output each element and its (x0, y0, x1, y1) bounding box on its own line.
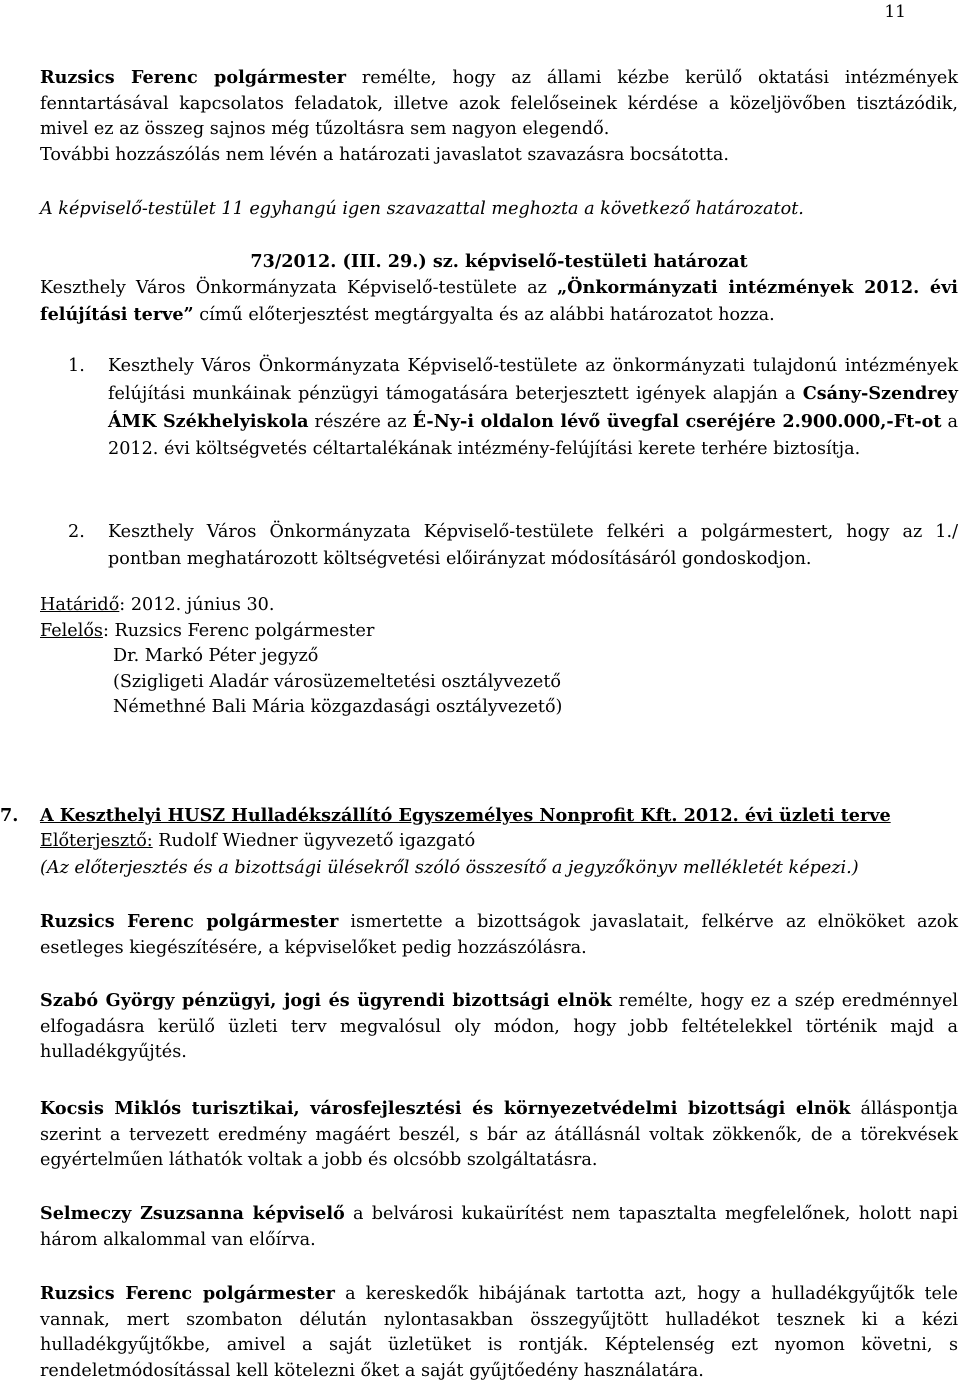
speaker-name: Szabó György pénzügyi, jogi és ügyrendi bizottsági elnök (40, 990, 612, 1011)
responsible-value: : Ruzsics Ferenc polgármester (102, 620, 375, 641)
item2-text: Keszthely Város Önkormányzata Képviselő-testülete felkéri a polgármestert, hogy az 1./ pontban meghatározott költségvetési előirányzat módosításáról gondoskodjon. (108, 522, 958, 569)
item-number: 1. (68, 356, 85, 376)
page-number: 11 (884, 2, 906, 22)
resolution-item-2 (40, 519, 958, 573)
resolution-item-1 (40, 353, 958, 463)
paragraph-text: a belvárosi kukaürítést nem tapasztalta megfelelőnek, holott napi három alkalommal van előírva. (40, 1204, 958, 1250)
paragraph-text: remélte, hogy ez a szép eredménnyel elfogadásra kerülő üzleti terv megvalósul oly módon, hogy jobb feltételekkel történik majd a hulladékgyűjtés. (40, 991, 958, 1062)
attachment-note: (Az előterjesztés és a bizottsági ülésekről szóló összesítő a jegyzőkönyv mellékletét képezi.) (40, 858, 859, 878)
paragraph-mayor-merchants (40, 1281, 958, 1384)
paragraph-text: remélte, hogy az állami kézbe kerülő oktatási intézmények fenntartásával kapcsolatos feladatok, illetve azok felelőseinek kérdése a közeljövőben tisztázódik, mivel ez az összeg sajnos még tűzoltásra sem nagyon elegendő. (40, 68, 959, 139)
speaker-name: Ruzsics Ferenc polgármester (40, 67, 347, 88)
responsible-3: (Szigligeti Aladár városüzemeltetési osztályvezető (113, 671, 561, 692)
responsible-2: Dr. Markó Péter jegyző (113, 646, 319, 666)
responsibility-block (40, 593, 958, 721)
paragraph-mayor-intro (40, 909, 958, 961)
resolution-intro-text: Keszthely Város Önkormányzata Képviselő-testülete az (40, 278, 558, 298)
paragraph-vote-call: További hozzászólás nem lévén a határozati javaslatot szavazásra bocsátotta. (40, 145, 730, 165)
speaker-name: Ruzsics Ferenc polgármester (40, 1283, 335, 1304)
speaker-name: Kocsis Miklós turisztikai, városfejlesztési és környezetvédelmi bizottsági elnök (40, 1098, 851, 1119)
paragraph-selmeczy (40, 1201, 958, 1253)
resolution-intro (40, 275, 958, 328)
item1-amount: É-Ny-i oldalon lévő üvegfal cseréjére 2.900.000,-Ft-ot (412, 411, 942, 432)
presenter-value: Rudolf Wiedner ügyvezető igazgató (152, 831, 476, 851)
item1-text-e: a 2012. évi költségvetés céltartalékának intézmény-felújítási kerete terhére biztosítja. (108, 412, 958, 459)
paragraph-text: a kereskedők hibájának tartotta azt, hogy a hulladékgyűjtők tele vannak, mert szombaton délután nylontasakban összegyűjtött hulladékot tesznek ki a kézi hulladékgyűjtőkbe, amivel a saját üzletüket is rontják. Képtelenség ezt nyomon követni, s rendeletmódosítással kell kötelezni őket a saját gyűjtőedény használatára. (40, 1284, 959, 1381)
paragraph-text: álláspontja szerint a tervezett eredmény magáért beszél, s bár az átállásnál voltak zökkenők, de a törekvések egyértelműen láthatók voltak a jobb és olcsóbb szolgáltatásra. (40, 1099, 958, 1170)
deadline-label: Határidő (40, 595, 120, 615)
resolution-subject: „Önkormányzati intézmények 2012. évi felújítási terve” (40, 277, 958, 325)
resolution-number: 73/2012. (III. 29.) sz. képviselő-testületi határozat (250, 251, 748, 272)
speaker-name: Ruzsics Ferenc polgármester (40, 911, 339, 932)
paragraph-mayor-remark (40, 65, 958, 143)
presenter-line (40, 829, 958, 855)
item1-text-c: részére az (308, 412, 413, 432)
deadline-value: : 2012. június 30. (119, 595, 275, 615)
item1-school: Csány-Szendrey ÁMK Székhelyiskola (108, 383, 958, 432)
item-number: 2. (68, 522, 85, 542)
section-7-heading (0, 803, 958, 830)
section-title: A Keszthelyi HUSZ Hulladékszállító Egyszemélyes Nonprofit Kft. 2012. évi üzleti terve (40, 805, 891, 826)
responsible-4: Némethné Bali Mária közgazdasági osztályvezető) (113, 697, 563, 717)
item1-text-a: Keszthely Város Önkormányzata Képviselő-testülete az önkormányzati tulajdonú intézmények felújítási munkáinak pénzügyi támogatására beterjesztett igények alapján a (108, 356, 958, 404)
presenter-label: Előterjesztő: (40, 831, 153, 851)
section-number: 7. (0, 805, 19, 826)
paragraph-kocsis (40, 1096, 958, 1174)
vote-result: A képviselő-testület 11 egyhangú igen szavazattal meghozta a következő határozatot. (40, 199, 804, 219)
paragraph-szabo (40, 988, 958, 1066)
responsible-label: Felelős (40, 620, 103, 641)
paragraph-text: ismertette a bizottságok javaslatait, felkérve az elnököket azok esetleges kiegészítésére, a képviselőket pedig hozzászólásra. (40, 912, 958, 958)
speaker-name: Selmeczy Zsuzsanna képviselő (40, 1203, 345, 1224)
resolution-intro-end: című előterjesztést megtárgyalta és az alábbi határozatot hozza. (193, 304, 775, 325)
